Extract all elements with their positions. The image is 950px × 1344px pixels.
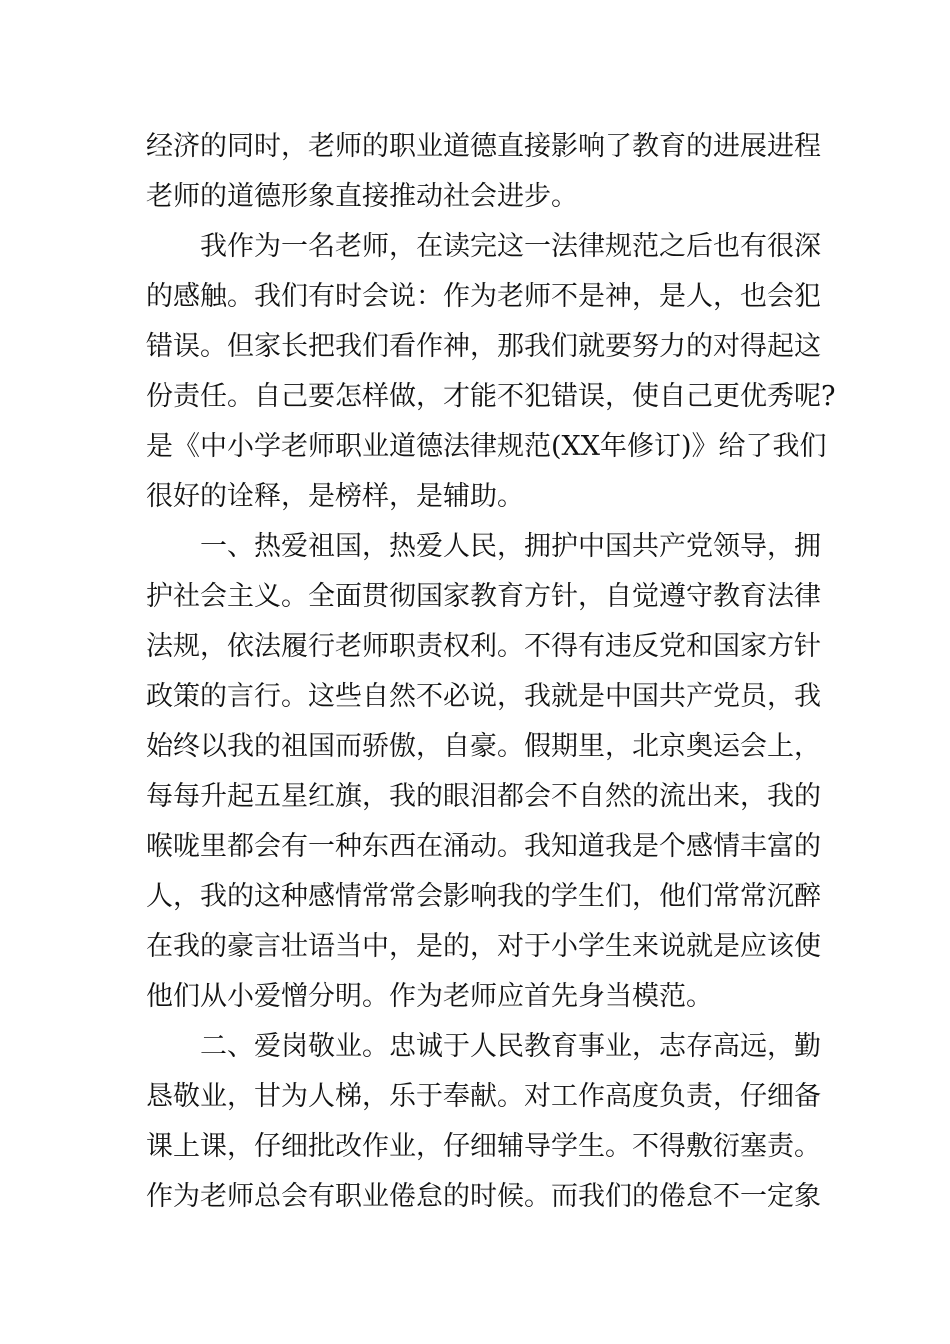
text-line: 的感触。我们有时会说：作为老师不是神，是人，也会犯 [146,281,821,312]
text-line: 政策的言行。这些自然不必说，我就是中国共产党员，我 [146,681,821,712]
text-line: 很好的诠释，是榜样，是辅助。 [146,481,524,512]
paragraph-start-line: 一、热爱祖国，热爱人民，拥护中国共产党领导，拥 [200,531,821,562]
text-line: 始终以我的祖国而骄傲，自豪。假期里，北京奥运会上， [146,731,821,762]
text-line: 人，我的这种感情常常会影响我的学生们，他们常常沉醉 [146,881,821,912]
paragraph-start-line: 我作为一名老师，在读完这一法律规范之后也有很深 [200,231,821,262]
text-line: 是《中小学老师职业道德法律规范(XX年修订)》给了我们 [146,431,827,462]
text-line: 课上课，仔细批改作业，仔细辅导学生。不得敷衍塞责。 [146,1131,821,1162]
text-line: 在我的豪言壮语当中，是的，对于小学生来说就是应该使 [146,931,821,962]
text-line: 作为老师总会有职业倦怠的时候。而我们的倦怠不一定象 [146,1181,821,1212]
text-line: 他们从小爱憎分明。作为老师应首先身当模范。 [146,981,713,1012]
text-line: 每每升起五星红旗，我的眼泪都会不自然的流出来，我的 [146,781,821,812]
text-line: 错误。但家长把我们看作神，那我们就要努力的对得起这 [146,331,821,362]
text-line: 恳敬业，甘为人梯，乐于奉献。对工作高度负责，仔细备 [146,1081,821,1112]
text-line: 经济的同时，老师的职业道德直接影响了教育的进展进程 [146,131,821,162]
text-line: 老师的道德形象直接推动社会进步。 [146,181,578,212]
paragraph-start-line: 二、爱岗敬业。忠诚于人民教育事业，志存高远，勤 [200,1031,821,1062]
text-line: 法规，依法履行老师职责权利。不得有违反党和国家方针 [146,631,821,662]
text-line: 护社会主义。全面贯彻国家教育方针，自觉遵守教育法律 [146,581,821,612]
text-line: 喉咙里都会有一种东西在涌动。我知道我是个感情丰富的 [146,831,821,862]
text-line: 份责任。自己要怎样做，才能不犯错误，使自己更优秀呢? [146,381,836,412]
document-body [146,122,836,1222]
